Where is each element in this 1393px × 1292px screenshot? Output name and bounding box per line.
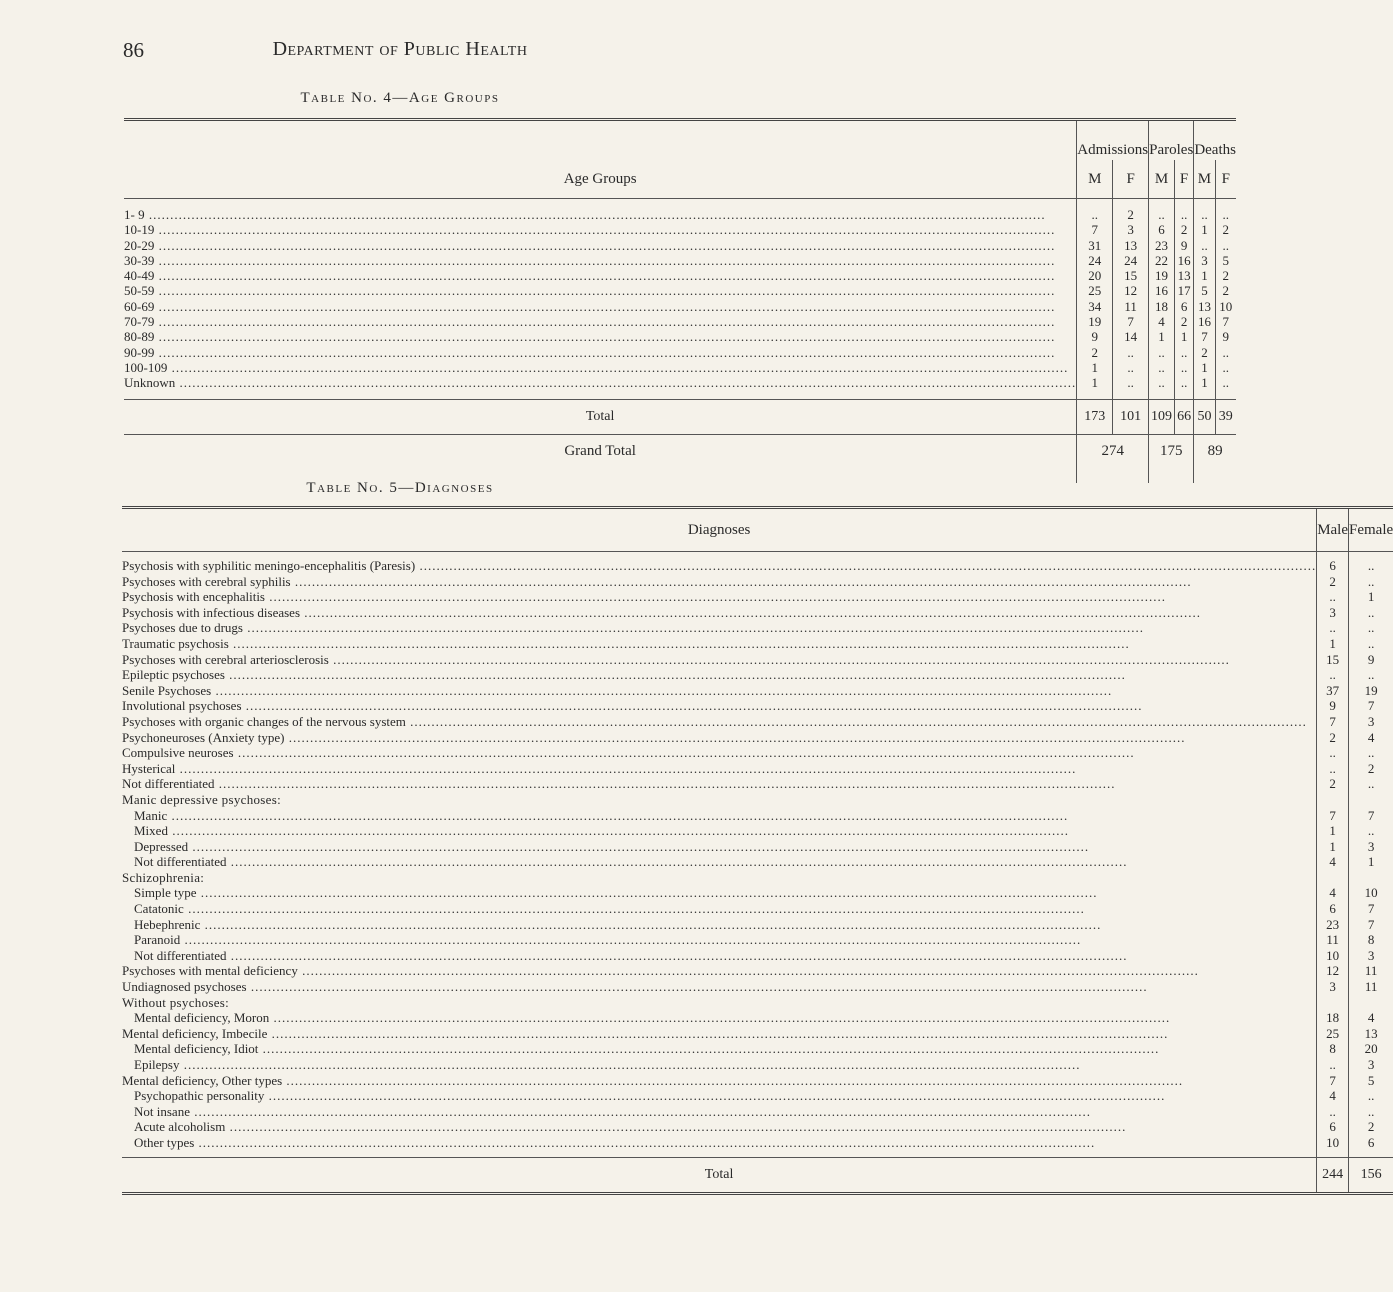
table-cell: .. — [1149, 199, 1175, 223]
list-item — [122, 652, 1393, 668]
female-count: 7 — [1349, 698, 1393, 714]
diagnosis-label: Mental deficiency, Idiot ..... — [122, 1041, 1317, 1057]
group-header-row — [124, 120, 1236, 161]
table-cell: 11 — [1113, 299, 1149, 314]
female-count: 3 — [1349, 948, 1393, 964]
table4-title: Table No. 4—Age Groups — [300, 90, 500, 106]
table-cell: 1 — [1194, 375, 1215, 399]
table-row — [124, 299, 1236, 314]
table-row — [124, 360, 1236, 375]
list-item — [122, 979, 1393, 995]
diagnosis-label: Psychoses due to drugs ..... — [122, 620, 1317, 636]
female-count — [1349, 995, 1393, 1011]
table-cell: 13 — [1174, 268, 1193, 283]
female-count: 2 — [1349, 761, 1393, 777]
female-count: .. — [1349, 605, 1393, 621]
table-row — [124, 314, 1236, 329]
total-cell: 101 — [1113, 399, 1149, 434]
table-cell: 15 — [1113, 268, 1149, 283]
table-cell: 22 — [1149, 253, 1175, 268]
list-item — [122, 605, 1393, 621]
running-head: Department of Public Health — [272, 38, 528, 60]
diagnosis-label: Epilepsy ..... — [122, 1057, 1317, 1073]
list-item — [122, 963, 1393, 979]
paroles-m-header: M — [1149, 160, 1175, 199]
table-row — [124, 222, 1236, 237]
diagnosis-label: Psychoses with cerebral syphilis ..... — [122, 574, 1317, 590]
list-item — [122, 917, 1393, 933]
list-item — [122, 1135, 1393, 1157]
male-count: 2 — [1317, 574, 1349, 590]
total-cell: 50 — [1194, 399, 1215, 434]
male-count: 2 — [1317, 776, 1349, 792]
table5-title: Table No. 5—Diagnoses — [306, 480, 494, 496]
table-cell: .. — [1113, 360, 1149, 375]
list-item — [122, 948, 1393, 964]
age-group-label: 10-19 ..... — [124, 222, 1077, 237]
table-cell: 20 — [1077, 268, 1113, 283]
diagnoses-body — [122, 552, 1393, 1158]
table-cell: .. — [1113, 345, 1149, 360]
female-count: .. — [1349, 667, 1393, 683]
male-count: 3 — [1317, 979, 1349, 995]
male-count: .. — [1317, 589, 1349, 605]
female-count: 7 — [1349, 808, 1393, 824]
diagnosis-label: Compulsive neuroses ..... — [122, 745, 1317, 761]
table-cell: .. — [1174, 360, 1193, 375]
table-cell: 16 — [1174, 253, 1193, 268]
blank-header-cell — [124, 120, 1077, 161]
table-cell: 1 — [1194, 360, 1215, 375]
list-item — [122, 901, 1393, 917]
list-item — [122, 667, 1393, 683]
table-cell: 16 — [1149, 283, 1175, 298]
female-count: 11 — [1349, 979, 1393, 995]
table-cell: 2 — [1215, 222, 1236, 237]
table-cell: 10 — [1215, 299, 1236, 314]
male-count: 11 — [1317, 932, 1349, 948]
table-cell: .. — [1215, 238, 1236, 253]
deaths-f-header: F — [1215, 160, 1236, 199]
table-cell: 5 — [1215, 253, 1236, 268]
diagnosis-label: Mental deficiency, Other types ..... — [122, 1073, 1317, 1089]
table-cell: 2 — [1077, 345, 1113, 360]
female-count: .. — [1349, 574, 1393, 590]
table-cell: 1 — [1077, 375, 1113, 399]
total-row — [124, 399, 1236, 434]
table-cell: 7 — [1113, 314, 1149, 329]
age-group-label: 1- 9 ..... — [124, 199, 1077, 223]
admissions-f-header: F — [1113, 160, 1149, 199]
table-row — [124, 268, 1236, 283]
diagnoses-header-row — [122, 508, 1393, 552]
diagnosis-label: Psychoses with organic changes of the nervous system ..... — [122, 714, 1317, 730]
table-cell: 9 — [1174, 238, 1193, 253]
age-group-label: 60-69 ..... — [124, 299, 1077, 314]
paroles-header: Paroles — [1149, 120, 1194, 161]
table-cell: .. — [1149, 345, 1175, 360]
table-cell: 1 — [1194, 268, 1215, 283]
female-count: 5 — [1349, 1073, 1393, 1089]
table-cell: .. — [1113, 375, 1149, 399]
grand-total-row — [124, 434, 1236, 483]
table-cell: 1 — [1077, 360, 1113, 375]
table-cell: 5 — [1194, 283, 1215, 298]
male-count: 4 — [1317, 854, 1349, 870]
table-cell: 2 — [1215, 283, 1236, 298]
female-header: Female — [1349, 508, 1393, 552]
diagnosis-label: Psychosis with syphilitic meningo-encephalitis (Paresis) ..... — [122, 552, 1317, 574]
list-item — [122, 792, 1393, 808]
diagnosis-label: Psychopathic personality ..... — [122, 1088, 1317, 1104]
table-cell: 34 — [1077, 299, 1113, 314]
list-item — [122, 589, 1393, 605]
male-count: 12 — [1317, 963, 1349, 979]
diagnosis-label: Not differentiated ..... — [122, 948, 1317, 964]
table-cell: 12 — [1113, 283, 1149, 298]
female-count: 4 — [1349, 1010, 1393, 1026]
male-count: 1 — [1317, 636, 1349, 652]
paroles-f-header: F — [1174, 160, 1193, 199]
list-item — [122, 574, 1393, 590]
list-item — [122, 870, 1393, 886]
male-count — [1317, 792, 1349, 808]
grand-total-admissions: 274 — [1077, 434, 1149, 483]
list-item — [122, 808, 1393, 824]
diagnosis-label: Hebephrenic ..... — [122, 917, 1317, 933]
diagnosis-label: Involutional psychoses ..... — [122, 698, 1317, 714]
table-cell: 4 — [1149, 314, 1175, 329]
diagnosis-label: Mixed ..... — [122, 823, 1317, 839]
diagnosis-label: Epileptic psychoses ..... — [122, 667, 1317, 683]
male-count: 2 — [1317, 730, 1349, 746]
table-cell: .. — [1174, 345, 1193, 360]
table-cell: .. — [1194, 238, 1215, 253]
male-total: 244 — [1317, 1157, 1349, 1193]
table-cell: 7 — [1077, 222, 1113, 237]
male-count: 1 — [1317, 839, 1349, 855]
list-item — [122, 761, 1393, 777]
total-cell: 109 — [1149, 399, 1175, 434]
diagnosis-label: Mental deficiency, Imbecile ..... — [122, 1026, 1317, 1042]
female-count: 11 — [1349, 963, 1393, 979]
list-item — [122, 698, 1393, 714]
list-item — [122, 683, 1393, 699]
female-count: 2 — [1349, 1119, 1393, 1135]
male-count: 7 — [1317, 808, 1349, 824]
table-cell: .. — [1149, 360, 1175, 375]
male-count: .. — [1317, 1104, 1349, 1120]
female-count: .. — [1349, 776, 1393, 792]
table-cell: 14 — [1113, 329, 1149, 344]
total-cell: 173 — [1077, 399, 1113, 434]
female-count: 6 — [1349, 1135, 1393, 1157]
female-count: 3 — [1349, 1057, 1393, 1073]
list-item — [122, 552, 1393, 574]
table-row — [124, 253, 1236, 268]
table-row — [124, 329, 1236, 344]
table-cell: 7 — [1194, 329, 1215, 344]
male-count: 4 — [1317, 1088, 1349, 1104]
table-cell: 9 — [1215, 329, 1236, 344]
table-row — [124, 283, 1236, 298]
diagnosis-label: Depressed ..... — [122, 839, 1317, 855]
female-count: 3 — [1349, 714, 1393, 730]
diagnoses-total-label: Total — [122, 1157, 1317, 1193]
list-item — [122, 1026, 1393, 1042]
grand-total-paroles: 175 — [1149, 434, 1194, 483]
table-cell: 1 — [1149, 329, 1175, 344]
diagnosis-label: Senile Psychoses ..... — [122, 683, 1317, 699]
list-item — [122, 932, 1393, 948]
male-header: Male — [1317, 508, 1349, 552]
admissions-m-header: M — [1077, 160, 1113, 199]
list-item — [122, 839, 1393, 855]
grand-total-label: Grand Total — [564, 442, 636, 459]
female-count — [1349, 870, 1393, 886]
table-cell: 1 — [1194, 222, 1215, 237]
male-count: 6 — [1317, 552, 1349, 574]
age-groups-body — [124, 199, 1236, 400]
female-count: 13 — [1349, 1026, 1393, 1042]
male-count: 3 — [1317, 605, 1349, 621]
table-cell: 2 — [1174, 222, 1193, 237]
female-count: 19 — [1349, 683, 1393, 699]
column-header-row — [124, 160, 1236, 199]
table-cell: 19 — [1077, 314, 1113, 329]
table-cell: .. — [1215, 199, 1236, 223]
male-count: 9 — [1317, 698, 1349, 714]
male-count: 25 — [1317, 1026, 1349, 1042]
female-count: 7 — [1349, 917, 1393, 933]
male-count: 8 — [1317, 1041, 1349, 1057]
diagnosis-label: Acute alcoholism ..... — [122, 1119, 1317, 1135]
age-group-label: 70-79 ..... — [124, 314, 1077, 329]
female-count — [1349, 792, 1393, 808]
female-count: 20 — [1349, 1041, 1393, 1057]
table-cell: 25 — [1077, 283, 1113, 298]
age-group-label: 50-59 ..... — [124, 283, 1077, 298]
list-item — [122, 745, 1393, 761]
admissions-header: Admissions — [1077, 120, 1149, 161]
male-count: 7 — [1317, 714, 1349, 730]
female-count: 7 — [1349, 901, 1393, 917]
male-count: 23 — [1317, 917, 1349, 933]
female-count: .. — [1349, 636, 1393, 652]
female-count: 4 — [1349, 730, 1393, 746]
female-count: .. — [1349, 620, 1393, 636]
diagnosis-label: Not differentiated ..... — [122, 776, 1317, 792]
diagnosis-label: Catatonic ..... — [122, 901, 1317, 917]
diagnosis-label: Not insane ..... — [122, 1104, 1317, 1120]
male-count: 6 — [1317, 1119, 1349, 1135]
female-count: .. — [1349, 823, 1393, 839]
male-count: .. — [1317, 667, 1349, 683]
male-count — [1317, 995, 1349, 1011]
total-cell: 66 — [1174, 399, 1193, 434]
female-count: 1 — [1349, 589, 1393, 605]
female-count: 3 — [1349, 839, 1393, 855]
female-total: 156 — [1349, 1157, 1393, 1193]
female-count: .. — [1349, 745, 1393, 761]
female-count: 10 — [1349, 885, 1393, 901]
table-cell: 31 — [1077, 238, 1113, 253]
table-cell: 2 — [1215, 268, 1236, 283]
diagnosis-label: Undiagnosed psychoses ..... — [122, 979, 1317, 995]
list-item — [122, 1010, 1393, 1026]
list-item — [122, 714, 1393, 730]
age-groups-header: Age Groups — [124, 160, 1077, 199]
age-group-label: 80-89 ..... — [124, 329, 1077, 344]
diagnosis-label: Other types ..... — [122, 1135, 1317, 1157]
male-count: 10 — [1317, 948, 1349, 964]
diagnosis-label: Not differentiated ..... — [122, 854, 1317, 870]
table-cell: 16 — [1194, 314, 1215, 329]
diagnosis-label: Hysterical ..... — [122, 761, 1317, 777]
table-cell: 9 — [1077, 329, 1113, 344]
diagnosis-label: Mental deficiency, Moron ..... — [122, 1010, 1317, 1026]
table-cell: .. — [1215, 375, 1236, 399]
deaths-m-header: M — [1194, 160, 1215, 199]
diagnosis-category: Schizophrenia: — [122, 869, 205, 885]
age-group-label: 20-29 ..... — [124, 238, 1077, 253]
male-count: 15 — [1317, 652, 1349, 668]
list-item — [122, 1104, 1393, 1120]
table-cell: 17 — [1174, 283, 1193, 298]
diagnosis-label: Manic ..... — [122, 808, 1317, 824]
list-item — [122, 1057, 1393, 1073]
female-count: 1 — [1349, 854, 1393, 870]
list-item — [122, 1073, 1393, 1089]
table-cell: .. — [1215, 345, 1236, 360]
diagnoses-total-row — [122, 1157, 1393, 1193]
table-cell: 7 — [1215, 314, 1236, 329]
diagnoses-table — [122, 506, 1393, 1195]
age-group-label: 30-39 ..... — [124, 253, 1077, 268]
table-cell: 2 — [1113, 199, 1149, 223]
list-item — [122, 730, 1393, 746]
deaths-header: Deaths — [1194, 120, 1236, 161]
male-count: 4 — [1317, 885, 1349, 901]
diagnosis-label: Traumatic psychosis ..... — [122, 636, 1317, 652]
diagnosis-label: Psychoses with mental deficiency ..... — [122, 963, 1317, 979]
male-count: .. — [1317, 1057, 1349, 1073]
male-count: 6 — [1317, 901, 1349, 917]
list-item — [122, 1119, 1393, 1135]
diagnosis-label: Paranoid ..... — [122, 932, 1317, 948]
list-item — [122, 995, 1393, 1011]
age-group-label: 90-99 ..... — [124, 345, 1077, 360]
page-number: 86 — [123, 38, 144, 62]
diagnosis-label: Psychoneuroses (Anxiety type) ..... — [122, 730, 1317, 746]
list-item — [122, 636, 1393, 652]
diagnosis-category: Without psychoses: — [122, 994, 230, 1010]
age-group-label: Unknown ..... — [124, 375, 1077, 399]
male-count: .. — [1317, 761, 1349, 777]
table-cell: .. — [1215, 360, 1236, 375]
table-cell: 2 — [1194, 345, 1215, 360]
male-count: 7 — [1317, 1073, 1349, 1089]
diagnosis-label: Psychoses with cerebral arteriosclerosis ..... — [122, 652, 1317, 668]
table-cell: 24 — [1077, 253, 1113, 268]
list-item — [122, 1088, 1393, 1104]
table-cell: 18 — [1149, 299, 1175, 314]
female-count: .. — [1349, 552, 1393, 574]
list-item — [122, 885, 1393, 901]
table-row — [124, 199, 1236, 223]
table-cell: 19 — [1149, 268, 1175, 283]
age-group-label: 100-109 ..... — [124, 360, 1077, 375]
total-label: Total — [124, 399, 1077, 434]
table-row — [124, 238, 1236, 253]
table-cell: 6 — [1174, 299, 1193, 314]
male-count: 18 — [1317, 1010, 1349, 1026]
diagnosis-label: Simple type ..... — [122, 885, 1317, 901]
table-cell: 23 — [1149, 238, 1175, 253]
female-count: 8 — [1349, 932, 1393, 948]
table-cell: .. — [1194, 199, 1215, 223]
table-cell: 24 — [1113, 253, 1149, 268]
female-count: 9 — [1349, 652, 1393, 668]
diagnosis-category: Manic depressive psychoses: — [122, 791, 282, 807]
male-count: 10 — [1317, 1135, 1349, 1157]
grand-total-deaths: 89 — [1194, 434, 1236, 483]
diagnosis-label: Psychosis with encephalitis ..... — [122, 589, 1317, 605]
list-item — [122, 1041, 1393, 1057]
table-cell: .. — [1174, 199, 1193, 223]
table-cell: 13 — [1194, 299, 1215, 314]
list-item — [122, 776, 1393, 792]
list-item — [122, 854, 1393, 870]
female-count: .. — [1349, 1104, 1393, 1120]
diagnosis-label: Psychosis with infectious diseases ..... — [122, 605, 1317, 621]
female-count: .. — [1349, 1088, 1393, 1104]
table-cell: 13 — [1113, 238, 1149, 253]
table-cell: 2 — [1174, 314, 1193, 329]
male-count: .. — [1317, 620, 1349, 636]
table-cell: 6 — [1149, 222, 1175, 237]
table-cell: .. — [1174, 375, 1193, 399]
table-cell: .. — [1149, 375, 1175, 399]
table-cell: .. — [1077, 199, 1113, 223]
list-item — [122, 620, 1393, 636]
table-cell: 1 — [1174, 329, 1193, 344]
table-cell: 3 — [1113, 222, 1149, 237]
male-count: 1 — [1317, 823, 1349, 839]
diagnoses-header: Diagnoses — [122, 508, 1317, 552]
male-count: 37 — [1317, 683, 1349, 699]
table-cell: 3 — [1194, 253, 1215, 268]
list-item — [122, 823, 1393, 839]
age-groups-table — [124, 118, 1236, 483]
total-cell: 39 — [1215, 399, 1236, 434]
age-group-label: 40-49 ..... — [124, 268, 1077, 283]
male-count: .. — [1317, 745, 1349, 761]
table-row — [124, 345, 1236, 360]
male-count — [1317, 870, 1349, 886]
table-row — [124, 375, 1236, 399]
